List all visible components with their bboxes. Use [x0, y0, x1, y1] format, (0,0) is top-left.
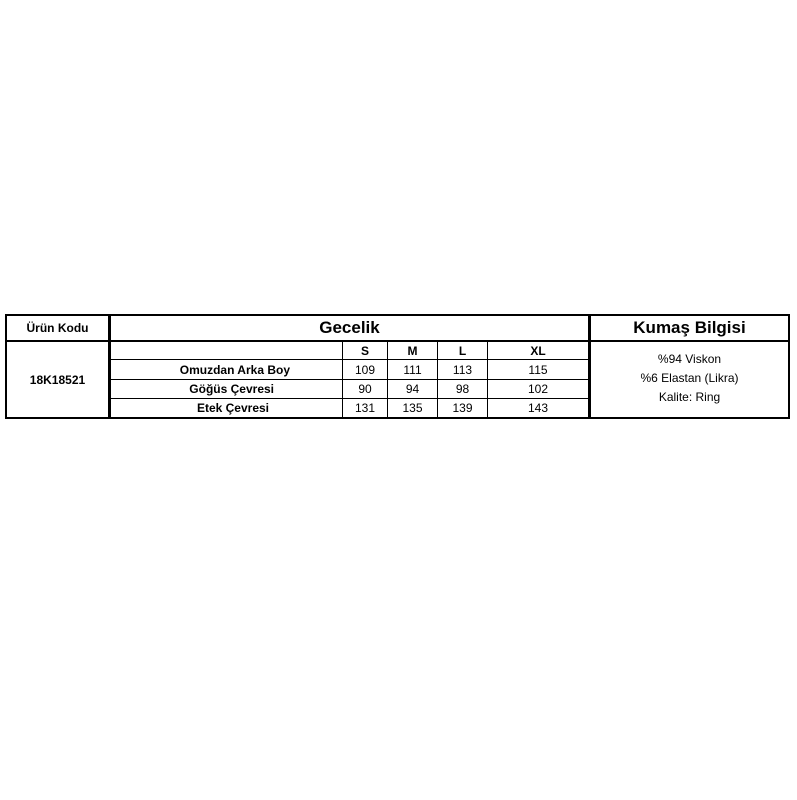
- value-cell: 135: [402, 401, 423, 415]
- value-cell: 139: [452, 401, 473, 415]
- fabric-line: %94 Viskon: [657, 352, 722, 366]
- fabric-header: Kumaş Bilgisi: [633, 318, 746, 337]
- size-header-m: M: [407, 343, 418, 358]
- row-label: Omuzdan Arka Boy: [179, 362, 290, 377]
- product-code-header: Ürün Kodu: [26, 321, 89, 335]
- value-cell: 143: [527, 401, 549, 415]
- value-cell: 131: [354, 401, 376, 415]
- row-label: Etek Çevresi: [196, 401, 269, 415]
- value-cell: 98: [455, 382, 470, 396]
- fabric-line: Kalite: Ring: [658, 390, 721, 404]
- value-cell: 90: [358, 382, 372, 396]
- value-cell: 109: [354, 362, 376, 377]
- fabric-line: %6 Elastan (Likra): [640, 371, 739, 385]
- value-cell: 94: [405, 382, 420, 396]
- product-code-value: 18K18521: [29, 372, 86, 387]
- size-header-s: S: [360, 343, 369, 358]
- row-label: Göğüs Çevresi: [189, 382, 274, 396]
- value-cell: 113: [452, 362, 473, 377]
- size-header-xl: XL: [530, 343, 546, 358]
- value-cell: 115: [528, 362, 548, 377]
- size-header-l: L: [458, 343, 467, 358]
- product-name-header: Gecelik: [319, 318, 380, 337]
- value-cell: 102: [527, 382, 549, 396]
- value-cell: 111: [403, 362, 422, 377]
- size-chart-table: [5, 314, 790, 419]
